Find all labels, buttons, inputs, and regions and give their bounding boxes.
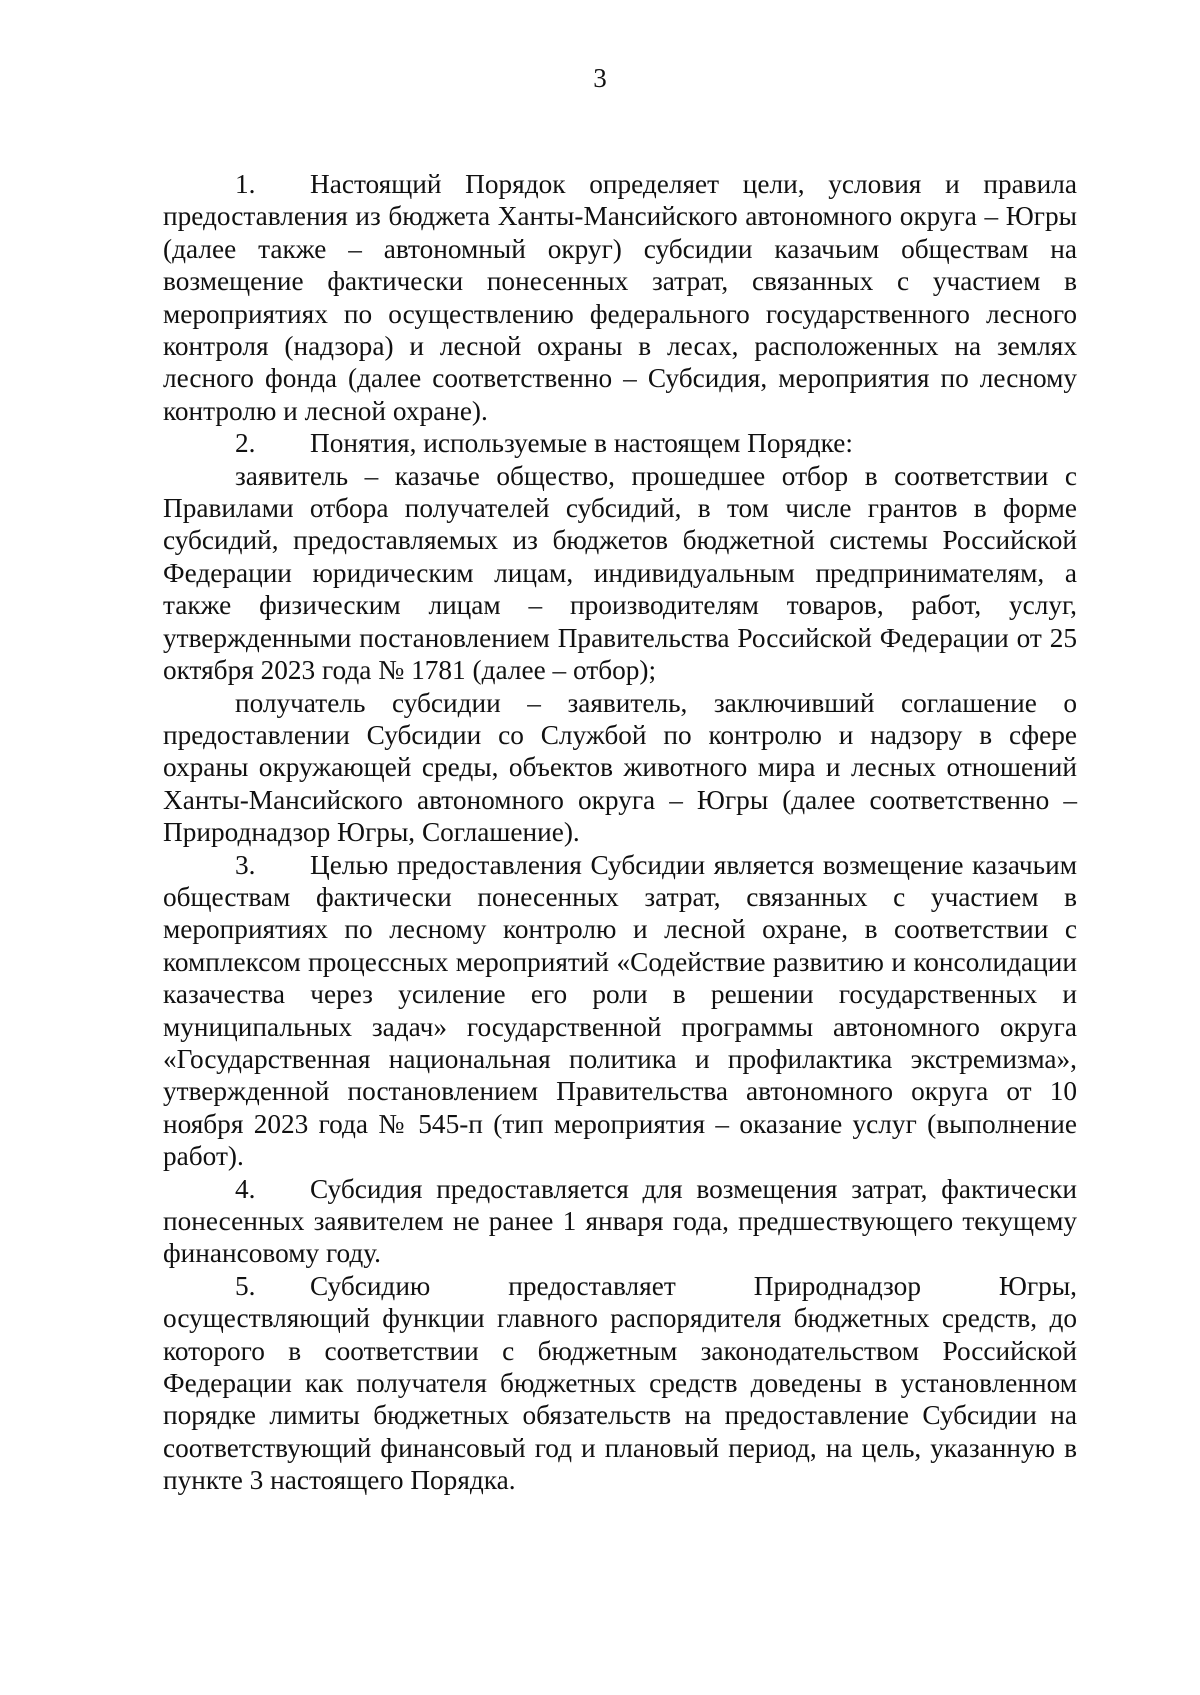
paragraph-number: 2. xyxy=(235,428,256,459)
paragraph-text: Субсидия предоставляется для возмещения затрат, фактически понесенных заявителем не ранее 1 января года, предшествующего текущему финансовому году. xyxy=(163,1173,1077,1269)
definition-applicant xyxy=(163,460,1077,687)
document-body xyxy=(163,168,1077,1497)
paragraph-text: Целью предоставления Субсидии является возмещение казачьим обществам фактически понесенных затрат, связанных с участием в мероприятиях по лесному контролю и лесной охране, в соответствии с комплексом процессных мероприятий «Содействие развитию и консолидации казачества через усиление его роли в решении государственных и муниципальных задач» государственной программы автономного округа «Государственная национальная политика и профилактика экстремизма», утвержденной постановлением Правительства автономного округа от 10 ноября 2023 года № 545-п (тип мероприятия – оказание услуг (выполнение работ). xyxy=(163,849,1077,1172)
paragraph-text: Настоящий Порядок определяет цели, условия и правила предоставления из бюджета Ханты-Мансийского автономного округа – Югры (далее также – автономный округ) субсидии казачьим обществам на возмещение фактически понесенных затрат, связанных с участием в мероприятиях по осуществлению федерального государственного лесного контроля (надзора) и лесной охраны в лесах, расположенных на землях лесного фонда (далее соответственно – Субсидия, мероприятия по лесному контролю и лесной охране). xyxy=(163,169,1077,426)
paragraph-number: 1. xyxy=(235,169,256,199)
paragraph-number: 5. xyxy=(235,1270,256,1301)
paragraph-number: 3. xyxy=(235,849,256,880)
paragraph-text: получатель субсидии – заявитель, заключивший соглашение о предоставлении Субсидии со Службой по контролю и надзору в сфере охраны окружающей среды, объектов животного мира и лесных отношений Ханты-Мансийского автономного округа – Югры (далее соответственно – Природнадзор Югры, Соглашение). xyxy=(163,687,1077,848)
paragraph-3 xyxy=(163,849,1077,1173)
paragraph-text: Понятия, используемые в настоящем Порядке: xyxy=(310,428,853,459)
page-number: 3 xyxy=(593,63,607,93)
definition-recipient xyxy=(163,687,1077,849)
paragraph-number: 4. xyxy=(235,1173,256,1204)
paragraph-1 xyxy=(163,168,1077,427)
paragraph-5 xyxy=(163,1270,1077,1497)
paragraph-text: заявитель – казачье общество, прошедшее отбор в соответствии с Правилами отбора получателей субсидий, в том числе грантов в форме субсидий, предоставляемых из бюджетов бюджетной системы Российской Федерации юридическим лицам, индивидуальным предпринимателям, а также физическим лицам – производителям товаров, работ, услуг, утвержденными постановлением Правительства Российской Федерации от 25 октября 2023 года № 1781 (далее – отбор); xyxy=(163,460,1077,686)
paragraph-2 xyxy=(163,427,1077,459)
paragraph-text: Субсидию предоставляет Природнадзор Югры, осуществляющий функции главного распорядителя бюджетных средств, до которого в соответствии с бюджетным законодательством Российской Федерации как получателя бюджетных средств доведены в установленном порядке лимиты бюджетных обязательств на предоставление Субсидии на соответствующий финансовый год и плановый период, на цель, указанную в пункте 3 настоящего Порядка. xyxy=(163,1270,1077,1496)
paragraph-4 xyxy=(163,1173,1077,1270)
